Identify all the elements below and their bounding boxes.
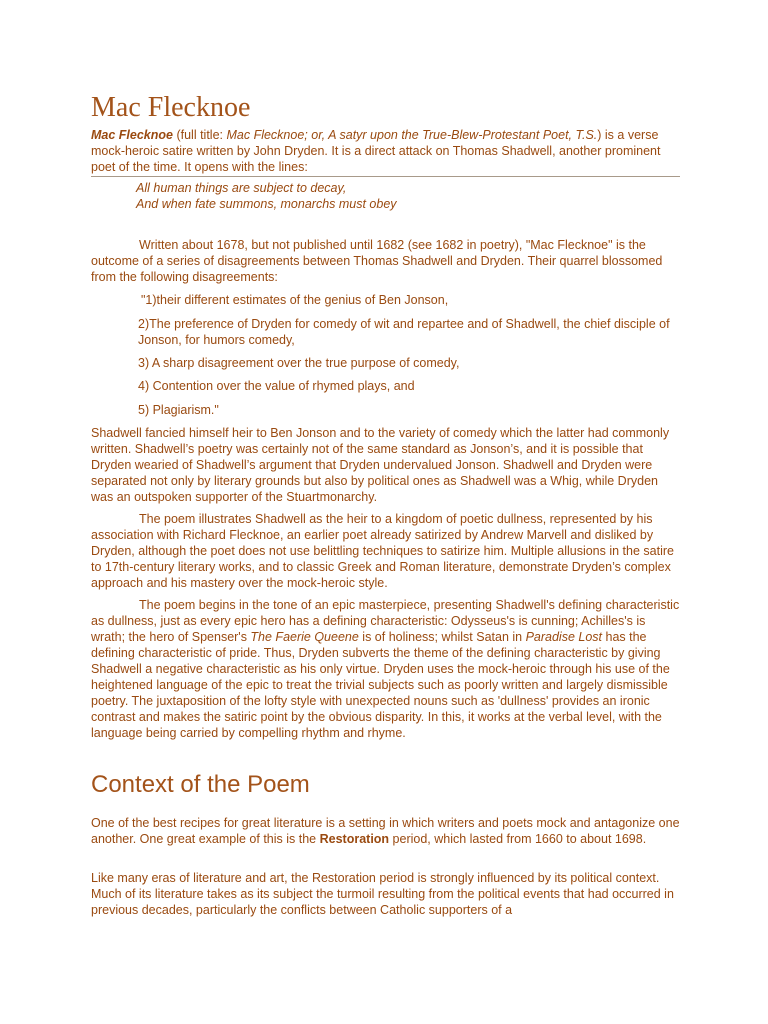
begins-text-1: The poem begins in the tone of an epic masterpiece, presenting Shadwell's defining characteristic as dullness, just as every epic hero has a defining characteristic: Odysseus's is cunning; Achilles's is wrath; the hero of Spenser's [91,598,680,644]
intro-text-2: ) is a verse mock-heroic satire written by John Dryden. It is a direct attack on Thomas Shadwell, another prominent poet of the time. It opens with the lines: [91,128,661,174]
paragraph-illustrates: The poem illustrates Shadwell as the heir to a kingdom of poetic dullness, represented by his association with Richard Flecknoe, an earlier poet already satirized by Andrew Marvell and disliked by Dryden, although the poet does not use belittling techniques to satirize him. Multiple allusions in the satire to 17th-century literary works, and to classic Greek and Roman literature, demonstrate Dryden’s complex approach and his mastery over the mock-heroic style. [91,512,674,590]
begins-text-2: is of holiness; whilst Satan in [358,630,526,644]
begins-italic-paradise-lost: Paradise Lost [525,630,603,644]
disagreement-item: 5) Plagiarism." [138,403,219,417]
section-heading: Context of the Poem [91,771,310,798]
context-bold-restoration: Restoration [319,832,390,846]
intro-text-1: (full title: [172,128,227,142]
paragraph-context-1 [91,815,681,847]
divider [91,176,680,177]
begins-italic-faerie-queene: The Faerie Queene [250,630,359,644]
context-text-1: One of the best recipes for great literature is a setting in which writers and poets mock and antagonize one another. One great example of this is the [91,816,680,846]
paragraph-context-2: Like many eras of literature and art, the Restoration period is strongly influenced by its political context. Much of its literature takes as its subject the turmoil resulting from the political events that had occurred in previous decades, particularly the conflicts between Catholic supporters of a [91,871,674,917]
intro-paragraph [91,127,681,175]
intro-full-title: Mac Flecknoe; or, A satyr upon the True-Blew-Protestant Poet, T.S. [226,128,598,142]
paragraph-heir: Shadwell fancied himself heir to Ben Jonson and to the variety of comedy which the latter had commonly written. Shadwell’s poetry was certainly not of the same standard as Jonson’s, and it is possible that Dryden wearied of Shadwell’s argument that Dryden undervalued Jonson. Shadwell and Dryden were separated not only by literary grounds but also by political ones as Shadwell was a Whig, while Dryden was an outspoken supporter of the Stuartmonarchy. [91,426,670,504]
quote-line: All human things are subject to decay, [136,181,347,195]
opening-quote [136,180,397,212]
intro-bold-title: Mac Flecknoe [91,128,173,142]
disagreement-item: 3) A sharp disagreement over the true purpose of comedy, [138,356,460,370]
paragraph-begins [91,597,681,741]
page-title: Mac Flecknoe [91,92,251,123]
disagreement-item: 4) Contention over the value of rhymed plays, and [138,379,415,393]
disagreement-item: 2)The preference of Dryden for comedy of wit and repartee and of Shadwell, the chief disciple of Jonson, for humors comedy, [138,317,670,347]
begins-text-3: has the defining characteristic of pride. Thus, Dryden subverts the theme of the defining characteristic by giving Shadwell a negative characteristic as his only virtue. Dryden uses the mock-heroic through his use of the heightened language of the epic to treat the trivial subjects such as poorly written and largely dismissible poetry. The juxtaposition of the lofty style with unexpected nouns such as 'dullness' provides an ironic contrast and makes the satiric point by the obvious disparity. In this, it works at the verbal level, with the language being carried by compelling rhythm and rhyme. [91,630,670,740]
paragraph-written: Written about 1678, but not published until 1682 (see 1682 in poetry), "Mac Flecknoe" is the outcome of a series of disagreements between Thomas Shadwell and Dryden. Their quarrel blossomed from the following disagreements: [91,238,663,284]
disagreement-item: "1)their different estimates of the genius of Ben Jonson, [141,293,449,307]
quote-line: And when fate summons, monarchs must obey [136,197,397,211]
context-text-2: period, which lasted from 1660 to about 1698. [389,832,647,846]
